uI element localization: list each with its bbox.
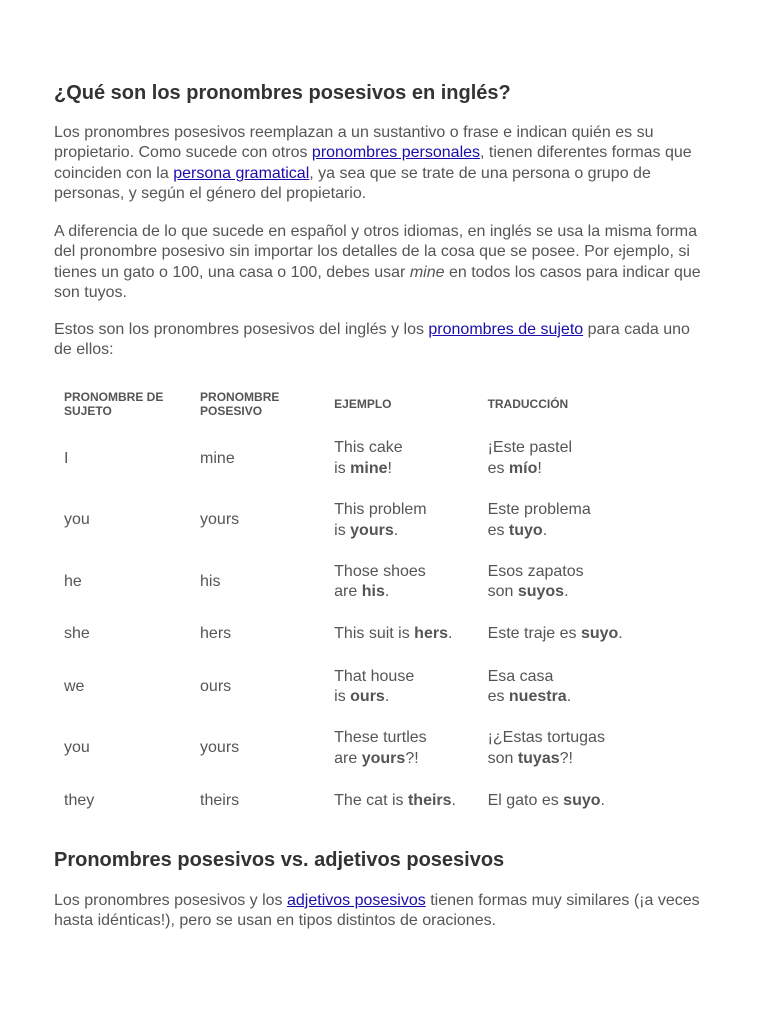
- translation-line: Esa casa: [487, 667, 554, 685]
- example-punct: !: [387, 459, 392, 477]
- link-subject-pronouns[interactable]: pronombres de sujeto: [428, 321, 584, 338]
- link-personal-pronouns[interactable]: pronombres personales: [311, 144, 481, 162]
- example-line: is: [334, 521, 351, 539]
- example-bold: his: [361, 583, 385, 601]
- translation-line: Esos zapatos: [487, 562, 584, 580]
- table-row: [54, 551, 654, 613]
- cell-translation: [478, 613, 654, 656]
- possessive-pronouns-table: [54, 380, 654, 822]
- cell-example: [324, 551, 477, 613]
- example-line: This cake: [334, 439, 403, 457]
- section-title-possessive-pronouns: ¿Qué son los pronombres posesivos en inglés?: [54, 82, 511, 104]
- paragraph-text: A diferencia de lo que sucede en español y otros idiomas, en inglés se usa la misma forma del pronombre posesivo sin importar los detalles de la cosa que se posee. Por ejemplo, si tienes un gato o 100, una casa o 100, debes usar: [54, 223, 698, 281]
- cell-example: [324, 779, 477, 822]
- table-row: [54, 718, 654, 780]
- cell-translation: [478, 551, 654, 613]
- table-row: [54, 613, 654, 656]
- translation-punct: .: [564, 583, 569, 601]
- translation-bold: mío: [508, 459, 538, 477]
- example-line: is: [334, 459, 351, 477]
- table-row: [54, 428, 654, 490]
- example-punct: .: [384, 687, 390, 705]
- translation-bold: tuyo: [508, 521, 543, 539]
- example-bold: theirs: [407, 791, 452, 809]
- paragraph-text: para cada uno de ellos:: [54, 321, 690, 359]
- paragraph-text: , tienen diferentes formas que coinciden con la: [54, 144, 692, 182]
- cell-translation: [478, 779, 654, 822]
- example-bold: mine: [350, 459, 388, 477]
- example-bold: yours: [350, 521, 394, 539]
- translation-line: es: [487, 687, 509, 705]
- translation-punct: .: [542, 521, 548, 539]
- translation-punct: !: [537, 459, 542, 477]
- paragraph-text: Los pronombres posesivos reemplazan a un sustantivo o frase e indican quién es su propietario. Como sucede con otros: [54, 124, 654, 162]
- link-possessive-adjectives[interactable]: adjetivos posesivos: [287, 892, 426, 909]
- cell-example: [324, 718, 477, 780]
- translation-line: son: [487, 583, 518, 601]
- translation-punct: .: [618, 625, 623, 643]
- example-line: are: [334, 749, 362, 767]
- header-possessive-pronoun: PRONOMBRE POSESIVO: [200, 390, 280, 418]
- cell-example: [324, 656, 477, 718]
- header-subject-pronoun: PRONOMBRE DE SUJETO: [64, 390, 164, 418]
- table-row: [54, 490, 654, 552]
- header-example: EJEMPLO: [334, 397, 392, 411]
- cell-possessive: ours: [200, 677, 232, 695]
- translation-line: es: [487, 521, 509, 539]
- intro-paragraph: [54, 123, 704, 205]
- table-header: [54, 380, 654, 428]
- translation-bold: suyo: [580, 625, 619, 643]
- table-row: [54, 779, 654, 822]
- example-punct: ?!: [405, 749, 419, 767]
- translation-punct: .: [566, 687, 572, 705]
- example-bold: yours: [361, 749, 406, 767]
- cell-subject: I: [64, 449, 69, 467]
- translation-punct: .: [600, 791, 605, 809]
- example-line: Those shoes: [334, 562, 426, 580]
- cell-subject: we: [64, 677, 85, 695]
- paragraph-text: en todos los casos para indicar que son tuyos.: [54, 263, 701, 302]
- table-header-row: [54, 380, 654, 428]
- cell-example: [324, 428, 477, 490]
- example-line: This problem: [334, 501, 427, 519]
- header-translation: TRADUCCIÓN: [487, 397, 569, 411]
- translation-bold: suyos: [517, 583, 565, 601]
- paragraph-text: Estos son los pronombres posesivos del inglés y los: [54, 321, 429, 338]
- example-punct: .: [447, 625, 453, 643]
- translation-line: es: [487, 459, 509, 477]
- translation-line: Este traje es: [487, 625, 581, 643]
- cell-possessive: yours: [200, 739, 240, 757]
- example-bold: hers: [414, 625, 448, 643]
- comparison-paragraph: [54, 891, 704, 932]
- cell-subject: she: [64, 625, 90, 643]
- example-punct: .: [384, 583, 390, 601]
- cell-translation: [478, 428, 654, 490]
- example-line: The cat is: [334, 791, 408, 809]
- translation-bold: suyo: [563, 791, 601, 809]
- paragraph-text: tienen formas muy similares (¡a veces hasta idénticas!), pero se usan en tipos distintos de oraciones.: [54, 892, 700, 930]
- cell-translation: [478, 490, 654, 552]
- example-line: These turtles: [334, 729, 427, 747]
- cell-translation: [478, 656, 654, 718]
- cell-possessive: his: [200, 573, 221, 591]
- link-grammatical-person[interactable]: persona gramatical: [173, 164, 310, 182]
- table-body: [54, 428, 654, 822]
- example-line: is: [334, 687, 351, 705]
- italic-word-mine: mine: [409, 263, 445, 281]
- difference-paragraph: [54, 222, 704, 304]
- example-punct: .: [393, 521, 399, 539]
- translation-line: El gato es: [487, 791, 564, 809]
- section-title-pronouns-vs-adjectives: Pronombres posesivos vs. adjetivos posesivos: [54, 849, 505, 871]
- cell-subject: they: [64, 791, 95, 809]
- translation-line: Este problema: [487, 501, 591, 519]
- cell-subject: he: [64, 573, 82, 591]
- example-line: This suit is: [334, 625, 415, 643]
- translation-line: ¡¿Estas tortugas: [487, 729, 605, 747]
- translation-punct: ?!: [559, 749, 573, 767]
- cell-possessive: theirs: [200, 791, 240, 809]
- paragraph-text: Los pronombres posesivos y los: [54, 892, 287, 909]
- cell-subject: you: [64, 739, 90, 757]
- cell-subject: you: [64, 511, 90, 529]
- paragraph-text: , ya sea que se trate de una persona o grupo de personas, y según el género del propietario.: [54, 164, 651, 203]
- cell-example: [324, 613, 477, 656]
- cell-possessive: mine: [200, 449, 235, 467]
- translation-bold: nuestra: [508, 687, 567, 705]
- translation-line: ¡Este pastel: [487, 439, 573, 457]
- translation-bold: tuyas: [517, 749, 560, 767]
- cell-possessive: yours: [200, 511, 240, 529]
- table-row: [54, 656, 654, 718]
- translation-line: son: [487, 749, 518, 767]
- cell-example: [324, 490, 477, 552]
- example-line: are: [334, 583, 362, 601]
- example-line: That house: [334, 667, 415, 685]
- table-intro-paragraph: [54, 320, 704, 361]
- cell-translation: [478, 718, 654, 780]
- example-bold: ours: [350, 687, 385, 705]
- example-punct: .: [451, 791, 456, 809]
- cell-possessive: hers: [200, 625, 232, 643]
